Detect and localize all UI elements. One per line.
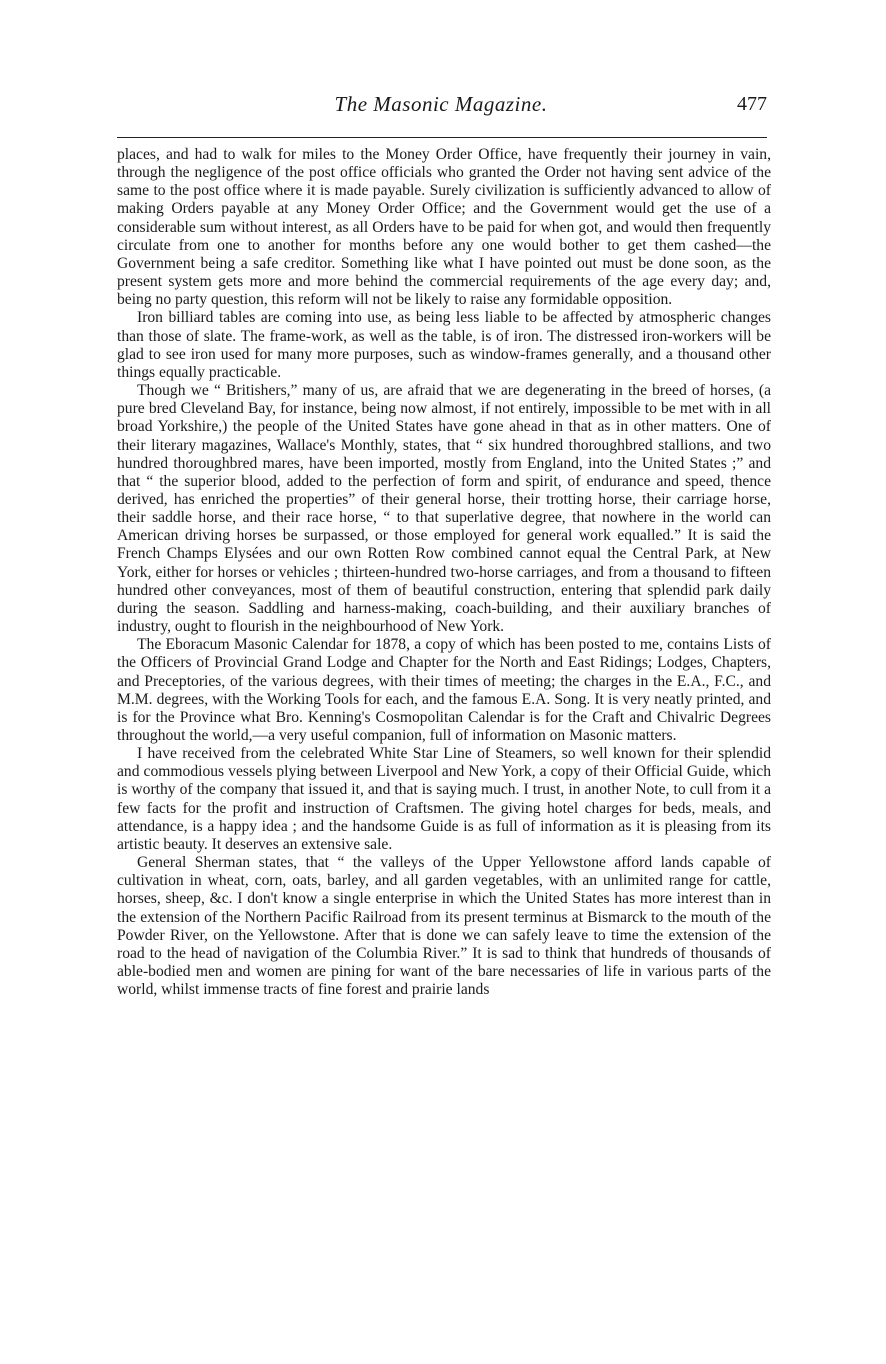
page-header	[115, 92, 767, 122]
paragraph-money-orders: places, and had to walk for miles to the Money Order Office, have frequently their journey in vain, through the negligence of the post office officials who granted the Order not having sent advice of the same to the post office where it is made payable. Surely civilization is sufficiently advanced to allow of making Orders payable at any Money Order Office; and the Government would get the use of a considerable sum without interest, as all Orders have to be paid for when got, and would then frequently circulate from one to another for months before any one would bother to get them cashed—the Government being a safe creditor. Something like what I have pointed out must be done soon, as the present system gets more and more behind the commercial requirements of the age every day; and, being no party question, this reform will not be likely to raise any formidable opposition.	[117, 146, 771, 309]
paragraph-yellowstone: General Sherman states, that “ the valleys of the Upper Yellowstone afford lands capable of cultivation in wheat, corn, oats, barley, and all garden vegetables, with an unlimited range for cattle, horses, sheep, &c. I don't know a single enterprise in which the United States has more interest than in the extension of the Northern Pacific Railroad from its present terminus at Bismarck to the mouth of the Powder River, on the Yellowstone. After that is done we can safely leave to time the extension of the road to the head of navigation of the Columbia River.” It is sad to think that hundreds of thousands of able-bodied men and women are pining for want of the bare necessaries of life in various parts of the world, whilst immense tracts of fine forest and prairie lands	[117, 854, 771, 999]
paragraph-iron-billiard-tables: Iron billiard tables are coming into use, as being less liable to be affected by atmospheric changes than those of slate. The frame-work, as well as the table, is of iron. The distressed iron-workers will be glad to see iron used for many more purposes, such as window-frames generally, and a thousand other things equally practicable.	[117, 309, 771, 381]
page-number: 477	[737, 93, 767, 115]
article-body	[117, 146, 771, 999]
header-rule	[117, 137, 767, 138]
paragraph-horses: Though we “ Britishers,” many of us, are afraid that we are degenerating in the breed of horses, (a pure bred Cleveland Bay, for instance, being now almost, if not entirely, impossible to be met with in all broad Yorkshire,) the people of the United States have gone ahead in that as in other matters. One of their literary magazines, Wallace's Monthly, states, that “ six hundred thoroughbred stallions, and two hundred thoroughbred mares, have been imported, mostly from England, into the United States ;” and that “ the superior blood, added to the perfection of form and spirit, of endurance and speed, thence derived, has enriched the properties” of their general horse, their trotting horse, their carriage horse, their saddle horse, and their race horse, “ to that superlative degree, that nowhere in the world can American driving horses be surpassed, or those employed for general work equalled.” It is said the French Champs Elysées and our own Rotten Row combined cannot equal the Central Park, at New York, either for horses or vehicles ; thirteen-hundred two-horse carriages, and from a thousand to fifteen hundred other conveyances, most of them of beautiful construction, entering that splendid park daily during the season. Saddling and harness-making, coach-building, and their auxiliary branches of industry, ought to flourish in the neighbourhood of New York.	[117, 382, 771, 636]
running-title: The Masonic Magazine.	[334, 92, 548, 116]
paragraph-white-star-line: I have received from the celebrated White Star Line of Steamers, so well known for their splendid and commodious vessels plying between Liverpool and New York, a copy of their Official Guide, which is worthy of the company that issued it, and that is saying much. I trust, in another Note, to cull from it a few facts for the profit and instruction of Craftsmen. The giving hotel charges for beds, meals, and attendance, is a happy idea ; and the handsome Guide is as full of information as it is pleasing from its artistic beauty. It deserves an extensive sale.	[117, 745, 771, 853]
paragraph-eboracum-calendar: The Eboracum Masonic Calendar for 1878, a copy of which has been posted to me, contains Lists of the Officers of Provincial Grand Lodge and Chapter for the North and East Ridings; Lodges, Chapters, and Preceptories, of the various degrees, with their times of meeting; the charges in the E.A., F.C., and M.M. degrees, with the Working Tools for each, and the famous E.A. Song. It is very neatly printed, and is for the Province what Bro. Kenning's Cosmopolitan Calendar is for the Craft and Chivalric Degrees throughout the world,—a very useful companion, full of information on Masonic matters.	[117, 636, 771, 744]
